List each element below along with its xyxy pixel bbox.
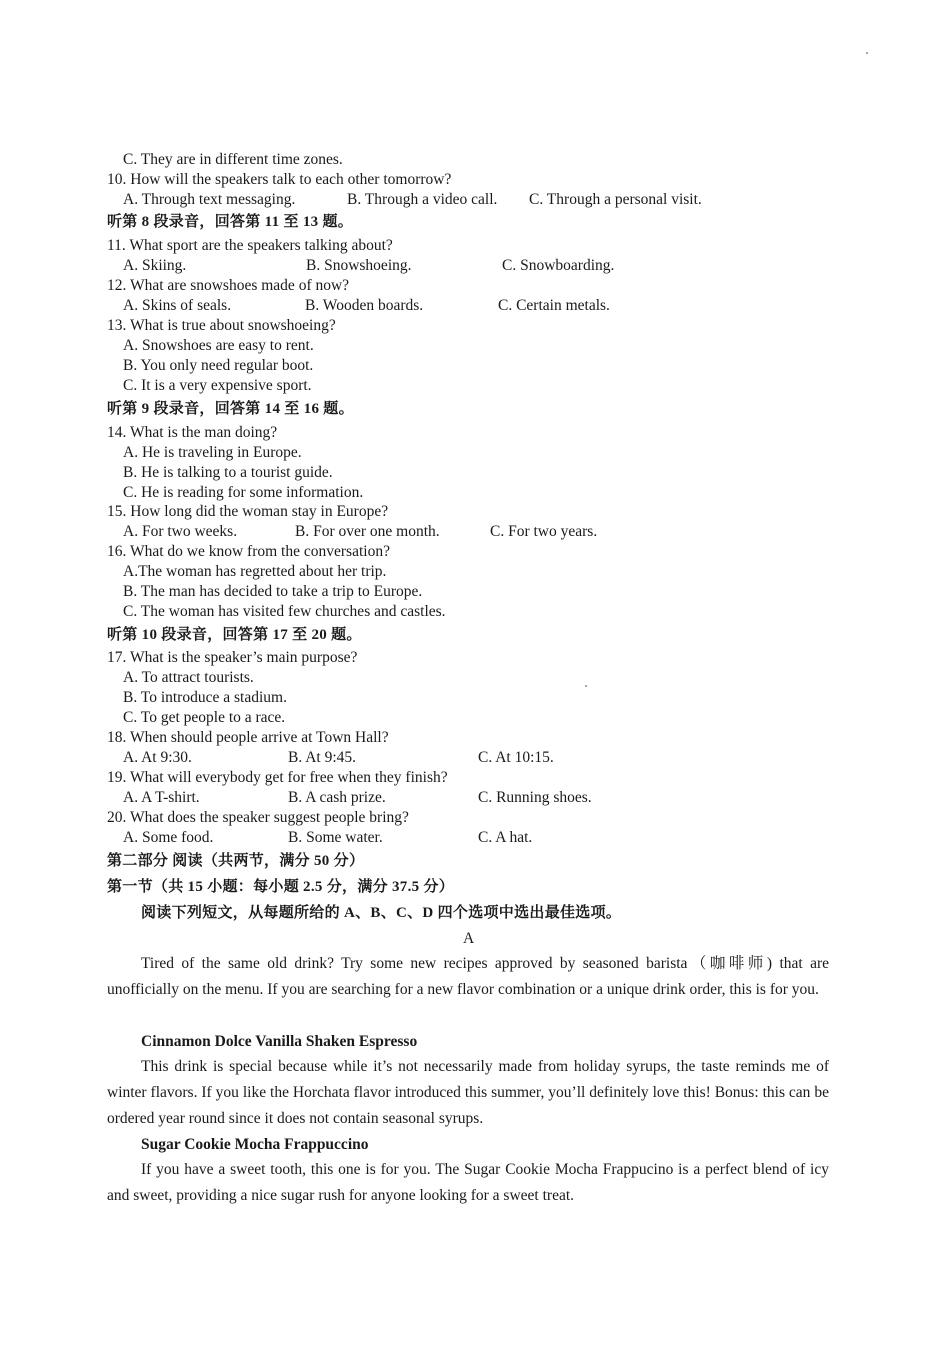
q11-option-a: A. Skiing. <box>123 257 187 274</box>
q18-option-b: B. At 9:45. <box>288 749 357 766</box>
drink-2-text: If you have a sweet tooth, this one is for you. The Sugar Cookie Mocha Frappucino is a perfect blend of icy and sweet, providing a nice sugar rush for anyone looking for a sweet treat. <box>107 1161 829 1204</box>
q14-option-b: B. He is talking to a tourist guide. <box>123 464 333 481</box>
q10-option-a: A. Through text messaging. <box>123 191 296 208</box>
q20-stem: 20. What does the speaker suggest people bring? <box>107 809 409 826</box>
q16-option-a: A.The woman has regretted about her trip. <box>123 563 387 580</box>
q19-stem: 19. What will everybody get for free when they finish? <box>107 769 448 786</box>
section-10-header: 听第 10 段录音，回答第 17 至 20 题。 <box>107 627 362 643</box>
q19-option-c: C. Running shoes. <box>478 789 592 806</box>
q11-option-c: C. Snowboarding. <box>502 257 615 274</box>
q17-option-b: B. To introduce a stadium. <box>123 689 287 706</box>
section-9-header: 听第 9 段录音，回答第 14 至 16 题。 <box>107 401 354 417</box>
scan-speck <box>585 685 587 687</box>
q19-option-a: A. A T-shirt. <box>123 789 200 806</box>
q14-option-c: C. He is reading for some information. <box>123 484 364 501</box>
q10-option-b: B. Through a video call. <box>347 191 498 208</box>
q12-stem: 12. What are snowshoes made of now? <box>107 277 350 294</box>
q9-option-c: C. They are in different time zones. <box>123 151 343 168</box>
q10-stem: 10. How will the speakers talk to each other tomorrow? <box>107 171 452 188</box>
q17-option-a: A. To attract tourists. <box>123 669 254 686</box>
q13-option-b: B. You only need regular boot. <box>123 357 314 374</box>
q12-option-c: C. Certain metals. <box>498 297 610 314</box>
reading-instruction: 阅读下列短文，从每题所给的 A、B、C、D 四个选项中选出最佳选项。 <box>141 905 622 921</box>
scan-speck <box>866 52 868 54</box>
q15-stem: 15. How long did the woman stay in Europe? <box>107 503 389 520</box>
q11-stem: 11. What sport are the speakers talking about? <box>107 237 393 254</box>
q19-option-b: B. A cash prize. <box>288 789 386 806</box>
q13-option-a: A. Snowshoes are easy to rent. <box>123 337 314 354</box>
q15-option-c: C. For two years. <box>490 523 598 540</box>
q16-stem: 16. What do we know from the conversation? <box>107 543 390 560</box>
q18-stem: 18. When should people arrive at Town Hall? <box>107 729 389 746</box>
section-8-header: 听第 8 段录音，回答第 11 至 13 题。 <box>107 214 354 230</box>
q20-option-b: B. Some water. <box>288 829 383 846</box>
part-2-header: 第二部分 阅读（共两节，满分 50 分） <box>107 853 365 869</box>
q13-stem: 13. What is true about snowshoeing? <box>107 317 336 334</box>
q14-stem: 14. What is the man doing? <box>107 424 278 441</box>
q20-option-c: C. A hat. <box>478 829 533 846</box>
q17-stem: 17. What is the speaker’s main purpose? <box>107 649 358 666</box>
q17-option-c: C. To get people to a race. <box>123 709 286 726</box>
q20-option-a: A. Some food. <box>123 829 214 846</box>
q18-option-a: A. At 9:30. <box>123 749 192 766</box>
q16-option-b: B. The man has decided to take a trip to Europe. <box>123 583 423 600</box>
q18-option-c: C. At 10:15. <box>478 749 554 766</box>
passage-intro: Tired of the same old drink? Try some new recipes approved by seasoned barista（咖啡师) that are unofficially on the menu. If you are searching for a new flavor combination or a unique drink order, this is for you. <box>107 955 829 998</box>
drink-1-text: This drink is special because while it’s not necessarily made from holiday syrups, the taste reminds me of winter flavors. If you like the Horchata flavor introduced this summer, you’ll definitely love this! Bonus: this can be ordered year round since it does not contain seasonal syrups. <box>107 1058 829 1127</box>
q15-option-a: A. For two weeks. <box>123 523 238 540</box>
q10-option-c: C. Through a personal visit. <box>529 191 702 208</box>
q13-option-c: C. It is a very expensive sport. <box>123 377 312 394</box>
q14-option-a: A. He is traveling in Europe. <box>123 444 302 461</box>
q12-option-a: A. Skins of seals. <box>123 297 232 314</box>
section-1-header: 第一节（共 15 小题：每小题 2.5 分，满分 37.5 分） <box>107 879 455 895</box>
q15-option-b: B. For over one month. <box>295 523 440 540</box>
q12-option-b: B. Wooden boards. <box>305 297 424 314</box>
q16-option-c: C. The woman has visited few churches and castles. <box>123 603 446 620</box>
drink-2-title: Sugar Cookie Mocha Frappuccino <box>141 1136 369 1153</box>
passage-label: A <box>463 930 475 947</box>
drink-1-title: Cinnamon Dolce Vanilla Shaken Espresso <box>141 1033 418 1050</box>
q11-option-b: B. Snowshoeing. <box>306 257 412 274</box>
